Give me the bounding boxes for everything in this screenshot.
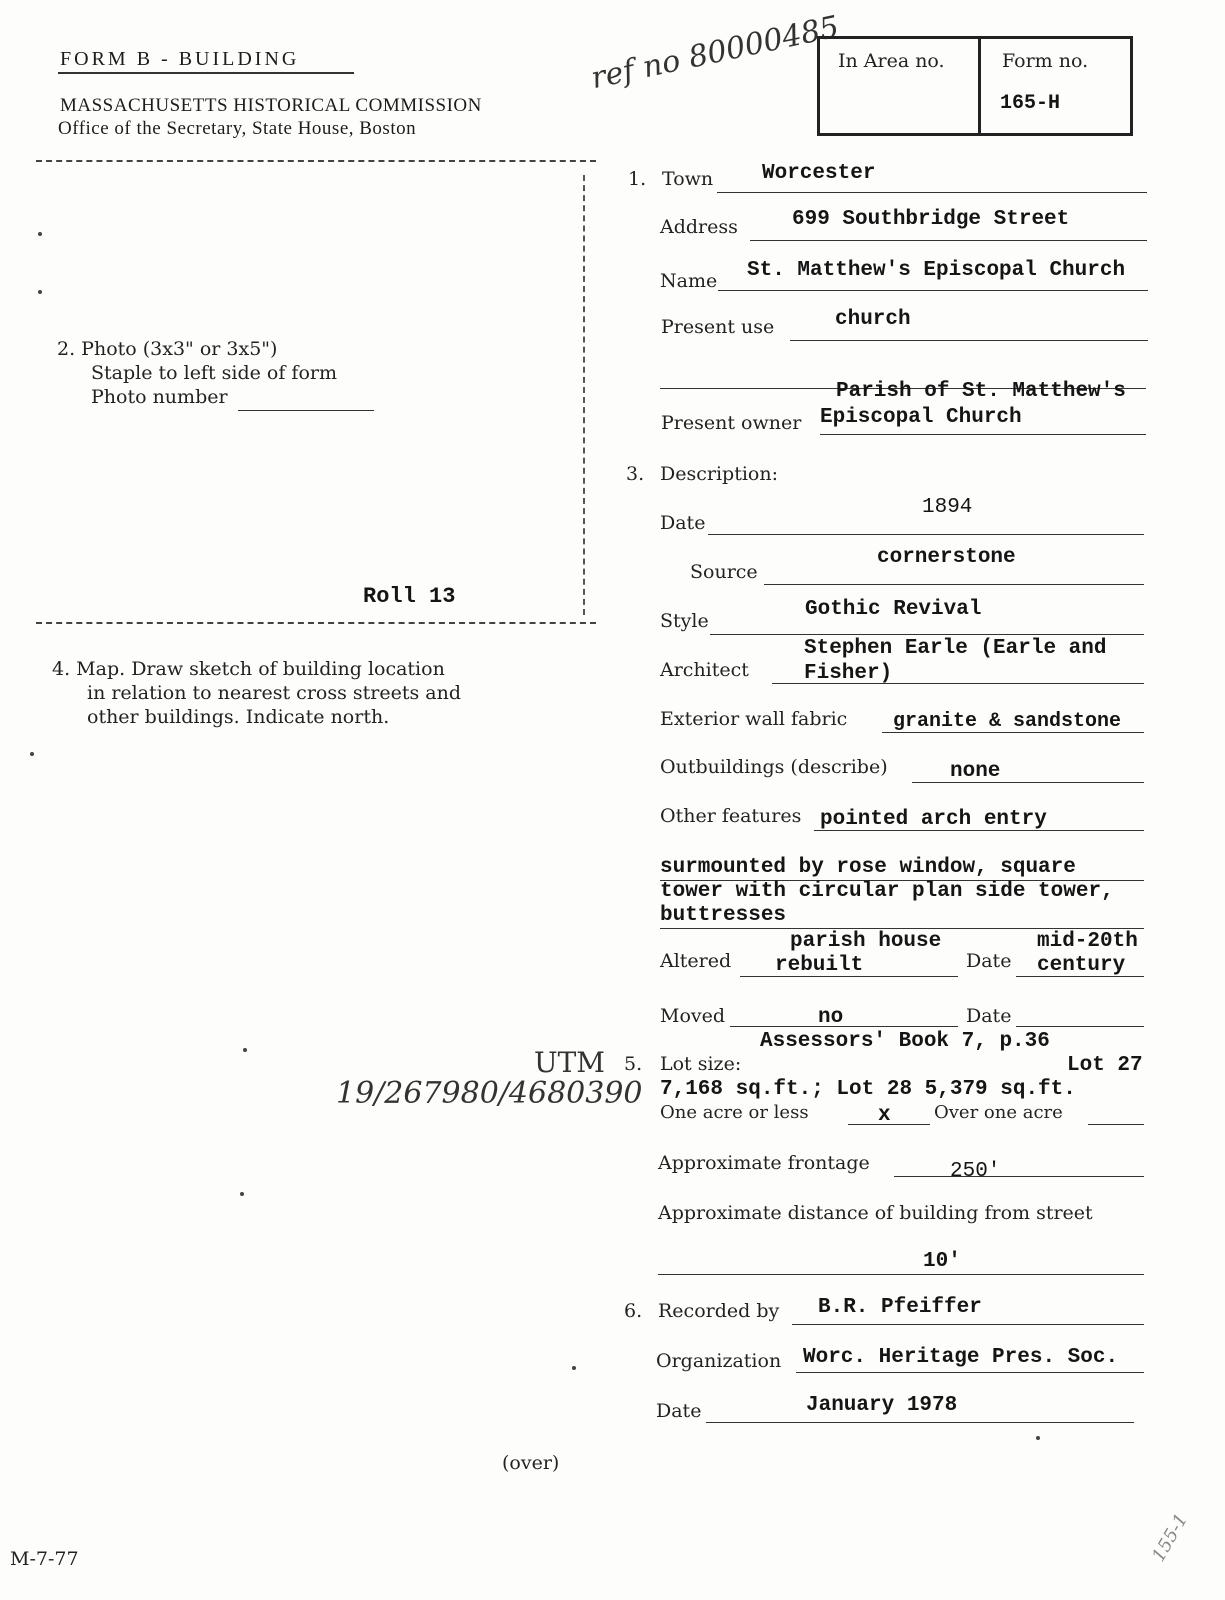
speck xyxy=(1036,1436,1040,1440)
present-owner-label: Present owner xyxy=(661,412,802,434)
utm-label: UTM xyxy=(534,1046,605,1079)
architect-value-line-1: Stephen Earle (Earle and xyxy=(804,637,1107,660)
organization-line[interactable] xyxy=(796,1372,1144,1373)
over-acre-label: Over one acre xyxy=(934,1102,1063,1123)
photo-instruction-1: 2. Photo (3x3" or 3x5") xyxy=(57,338,278,360)
date-label: Date xyxy=(660,512,706,534)
architect-label: Architect xyxy=(660,659,749,681)
town-value: Worcester xyxy=(762,162,876,185)
present-use-line[interactable] xyxy=(790,340,1148,341)
altered-value-line-2: rebuilt xyxy=(775,954,864,977)
style-label: Style xyxy=(660,610,709,632)
recorded-by-line[interactable] xyxy=(792,1324,1144,1325)
wall-fabric-value: granite & sandstone xyxy=(893,710,1122,733)
form-number-label: Form no. xyxy=(1002,50,1089,72)
style-line[interactable] xyxy=(710,634,1144,635)
commission-name: MASSACHUSETTS HISTORICAL COMMISSION xyxy=(60,95,482,116)
speck xyxy=(30,752,34,756)
name-label: Name xyxy=(660,270,718,292)
moved-label: Moved xyxy=(660,1005,726,1027)
address-value: 699 Southbridge Street xyxy=(792,208,1070,231)
speck xyxy=(38,290,42,294)
speck xyxy=(243,1048,247,1052)
other-features-value-1: pointed arch entry xyxy=(820,808,1047,831)
vertical-dashed-divider xyxy=(583,175,585,615)
middle-dashed-divider xyxy=(36,622,596,624)
margin-note: 155-1 xyxy=(1148,1510,1193,1566)
moved-value: no xyxy=(818,1006,844,1029)
photo-instruction-2: Staple to left side of form xyxy=(91,362,337,384)
lot-value-line-1: Assessors' Book 7, p.36 xyxy=(760,1030,1050,1053)
area-label: In Area no. xyxy=(838,50,945,72)
frontage-value: 250' xyxy=(950,1160,1001,1183)
architect-value-line-2: Fisher) xyxy=(804,662,893,685)
address-label: Address xyxy=(660,216,738,238)
roll-number: Roll 13 xyxy=(363,584,456,609)
photo-number-line[interactable] xyxy=(238,410,374,411)
form-code: M-7-77 xyxy=(10,1548,79,1570)
over-acre-line[interactable] xyxy=(1088,1124,1144,1125)
town-line[interactable] xyxy=(717,192,1147,193)
date-line[interactable] xyxy=(708,534,1144,535)
commission-office: Office of the Secretary, State House, Boston xyxy=(58,118,417,139)
record-date-line[interactable] xyxy=(706,1422,1134,1423)
other-features-line-3[interactable] xyxy=(660,928,1144,929)
speck xyxy=(38,232,42,236)
frontage-label: Approximate frontage xyxy=(658,1152,870,1174)
lot-size-label: Lot size: xyxy=(660,1053,742,1075)
map-instruction-2: in relation to nearest cross streets and xyxy=(87,682,461,704)
one-acre-label: One acre or less xyxy=(660,1102,809,1123)
lot-size-number: 5. xyxy=(624,1053,643,1075)
map-instruction-3: other buildings. Indicate north. xyxy=(87,706,390,728)
altered-date-value-line-2: century xyxy=(1037,954,1126,977)
name-line[interactable] xyxy=(718,290,1148,291)
record-date-label: Date xyxy=(656,1400,702,1422)
other-features-label: Other features xyxy=(660,805,802,827)
source-label: Source xyxy=(690,561,758,583)
outbuildings-line[interactable] xyxy=(912,782,1144,783)
map-instruction-1: 4. Map. Draw sketch of building location xyxy=(52,658,445,680)
over-note: (over) xyxy=(502,1452,560,1474)
outbuildings-value: none xyxy=(950,760,1001,783)
area-form-divider xyxy=(978,36,981,133)
owner-value-line-2: Episcopal Church xyxy=(820,406,1022,429)
source-value: cornerstone xyxy=(877,546,1016,569)
date-value: 1894 xyxy=(922,496,973,519)
description-label: Description: xyxy=(660,463,778,485)
recorded-number: 6. xyxy=(624,1300,643,1322)
owner-value-line-1: Parish of St. Matthew's xyxy=(836,380,1126,403)
other-features-value-4: buttresses xyxy=(660,904,787,927)
outbuildings-label: Outbuildings (describe) xyxy=(660,756,888,778)
form-title-underline xyxy=(58,72,354,74)
frontage-line[interactable] xyxy=(894,1176,1144,1177)
organization-value: Worc. Heritage Pres. Soc. xyxy=(803,1346,1119,1369)
lot-value-line-2: Lot 27 xyxy=(1067,1054,1143,1077)
wall-fabric-label: Exterior wall fabric xyxy=(660,708,848,730)
other-features-value-3: tower with circular plan side tower, xyxy=(660,880,1114,903)
form-title: FORM B - BUILDING xyxy=(60,48,300,70)
altered-date-value-line-1: mid-20th xyxy=(1037,930,1138,953)
top-dashed-divider xyxy=(36,160,596,162)
lot-value-line-3: 7,168 sq.ft.; Lot 28 5,379 sq.ft. xyxy=(660,1078,1076,1101)
moved-line[interactable] xyxy=(730,1026,958,1027)
distance-value: 10' xyxy=(923,1250,961,1273)
present-use-value: church xyxy=(835,308,911,331)
utm-value: 19/267980/4680390 xyxy=(336,1076,643,1111)
present-use-label: Present use xyxy=(661,316,775,338)
other-features-value-2: surmounted by rose window, square xyxy=(660,856,1076,879)
record-date-value: January 1978 xyxy=(806,1394,958,1417)
description-number: 3. xyxy=(626,463,645,485)
photo-number-label: Photo number xyxy=(91,386,228,408)
moved-date-line[interactable] xyxy=(1016,1026,1144,1027)
altered-label: Altered xyxy=(660,950,732,972)
speck xyxy=(572,1366,576,1370)
speck xyxy=(240,1192,244,1196)
one-acre-mark: x xyxy=(878,1104,891,1127)
owner-line-2[interactable] xyxy=(820,434,1146,435)
town-number: 1. xyxy=(628,168,647,190)
form-number-value: 165-H xyxy=(1000,92,1061,115)
town-label: Town xyxy=(662,168,714,190)
source-line[interactable] xyxy=(764,584,1144,585)
moved-date-label: Date xyxy=(966,1005,1012,1027)
recorded-by-label: Recorded by xyxy=(658,1300,780,1322)
style-value: Gothic Revival xyxy=(805,598,982,621)
organization-label: Organization xyxy=(656,1350,782,1372)
altered-value-line-1: parish house xyxy=(790,930,942,953)
recorded-by-value: B.R. Pfeiffer xyxy=(818,1296,982,1319)
altered-date-label: Date xyxy=(966,950,1012,972)
handwritten-reference: ref no 80000485 xyxy=(588,9,843,97)
distance-line[interactable] xyxy=(658,1274,1144,1275)
distance-label: Approximate distance of building from street xyxy=(658,1202,1093,1224)
name-value: St. Matthew's Episcopal Church xyxy=(747,259,1126,282)
address-line[interactable] xyxy=(750,240,1147,241)
